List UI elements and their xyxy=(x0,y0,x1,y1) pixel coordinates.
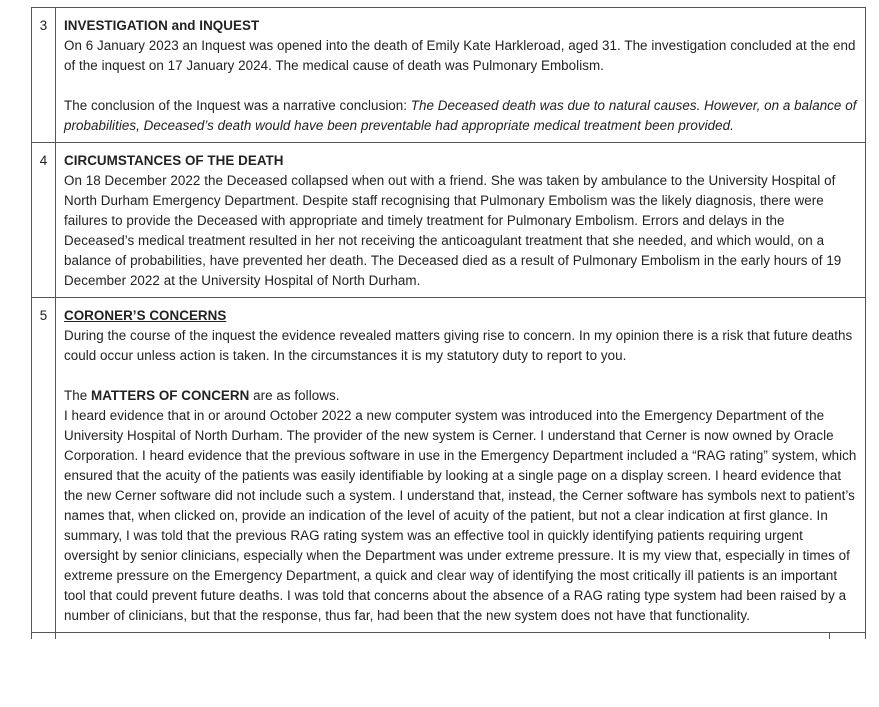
paragraph-spacer xyxy=(64,366,857,386)
matters-bold: MATTERS OF CONCERN xyxy=(91,388,250,403)
section-row-investigation xyxy=(32,8,865,143)
paragraph-spacer xyxy=(64,76,857,96)
section-content xyxy=(56,143,865,297)
next-content-cell xyxy=(56,633,865,639)
section-row-concerns xyxy=(32,298,865,632)
matters-pre: The xyxy=(64,388,91,403)
section-paragraph: During the course of the inquest the evidence revealed matters giving rise to concern. In my opinion there is a risk that future deaths could occur unless action is taken. In the circumstances it is my statutory duty to report to you. xyxy=(64,328,853,363)
section-number: 4 xyxy=(32,143,56,297)
conclusion-paragraph xyxy=(64,96,857,136)
matters-of-concern-intro xyxy=(64,386,857,406)
section-content xyxy=(56,8,865,142)
section-paragraph: I heard evidence that in or around October 2022 a new computer system was introduced into the Emergency Department of the University Hospital of North Durham. The provider of the new system is Cerner. I understand that Cerner is now owned by Oracle Corporation. I heard evidence that the previous software in use in the Emergency Department included a “RAG rating” system, which ensured that the acuity of the patients was easily identifiable by looking at a single page on a display screen. I heard evidence that the new Cerner software did not include such a system. I understand that, instead, the Cerner software has symbols next to patient’s names that, when clicked on, provide an indication of the level of acuity of the patient, but not a clear indication at first glance. In summary, I was told that the previous RAG rating system was an effective tool in quickly identifying patients requiring urgent oversight by senior clinicians, especially when the Department was under extreme pressure. It is my view that, especially in times of extreme pressure on the Emergency Department, a quick and clear way of identifying the most critically ill patients is an important tool that could prevent future deaths. I was told that concerns about the absence of a RAG rating type system had been raised by a number of clinicians, but that the response, thus far, had been that the new system does not have that functionality. xyxy=(64,408,857,623)
next-row-start xyxy=(32,633,865,639)
column-divider xyxy=(829,633,830,639)
conclusion-lead: The conclusion of the Inquest was a narrative conclusion: xyxy=(64,98,411,113)
section-paragraph: On 6 January 2023 an Inquest was opened into the death of Emily Kate Harkleroad, aged 31. The investigation concluded at the end of the inquest on 17 January 2024. The medical cause of death was Pulmonary Embolism. xyxy=(64,38,856,73)
section-number: 3 xyxy=(32,8,56,142)
section-heading: CORONER’S CONCERNS xyxy=(64,308,227,323)
section-row-circumstances xyxy=(32,143,865,298)
conclusion-quote: The Deceased death was due to natural causes. However, on a balance of probabilities, Deceased’s death would have been preventable had appropriate medical treatment been provided. xyxy=(64,98,857,133)
matters-post: are as follows. xyxy=(249,388,340,403)
report-table xyxy=(31,7,866,639)
section-heading: INVESTIGATION and INQUEST xyxy=(64,18,260,33)
section-heading: CIRCUMSTANCES OF THE DEATH xyxy=(64,153,284,168)
section-number: 5 xyxy=(32,298,56,632)
section-content xyxy=(56,298,865,632)
next-number-cell xyxy=(32,633,56,639)
section-paragraph: On 18 December 2022 the Deceased collapsed when out with a friend. She was taken by ambulance to the University Hospital of North Durham Emergency Department. Despite staff recognising that Pulmonary Embolism was the likely diagnosis, there were failures to provide the Deceased with appropriate and timely treatment for Pulmonary Embolism. Errors and delays in the Deceased’s medical treatment resulted in her not receiving the anticoagulant treatment that she needed, and which would, on a balance of probabilities, have prevented her death. The Deceased died as a result of Pulmonary Embolism in the early hours of 19 December 2022 at the University Hospital of North Durham. xyxy=(64,173,842,288)
